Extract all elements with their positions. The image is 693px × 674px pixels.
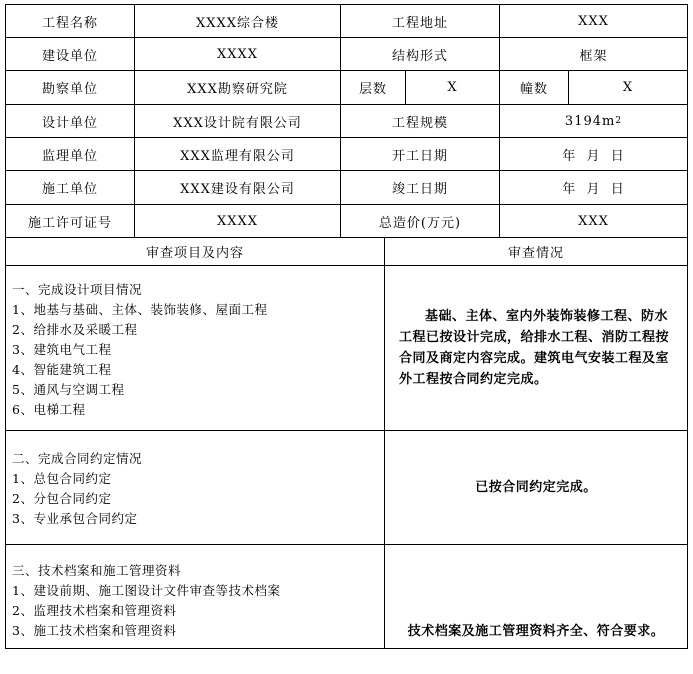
builder-value: XXXX	[134, 37, 341, 71]
review-items-header: 审查项目及内容	[5, 237, 385, 266]
survey-value: XXX勘察研究院	[134, 70, 341, 105]
project-name-label: 工程名称	[5, 4, 135, 38]
list-item: 2、给排水及采暖工程	[12, 322, 138, 337]
review-result-archives	[384, 544, 688, 649]
result-text: 已按合同约定完成。	[475, 480, 597, 495]
structure-label: 结构形式	[340, 37, 500, 71]
design-label: 设计单位	[5, 104, 135, 138]
scale-number: 3194m	[564, 113, 616, 129]
supervision-label: 监理单位	[5, 137, 135, 171]
permit-label: 施工许可证号	[5, 204, 135, 238]
cost-label: 总造价(万元)	[340, 204, 500, 238]
result-text: 技术档案及施工管理资料齐全、符合要求。	[407, 624, 665, 639]
review-result-contract	[384, 430, 688, 545]
list-item: 3、建筑电气工程	[12, 342, 112, 357]
construction-label: 施工单位	[5, 170, 135, 205]
list-item: 2、分包合同约定	[12, 491, 112, 506]
builder-label: 建设单位	[5, 37, 135, 71]
review-status-header: 审查情况	[384, 237, 688, 266]
list-item: 3、专业承包合同约定	[12, 511, 138, 526]
list-item: 4、智能建筑工程	[12, 362, 112, 377]
list-item: 6、电梯工程	[12, 402, 86, 417]
completion-date-label: 竣工日期	[340, 170, 500, 205]
project-address-label: 工程地址	[340, 4, 500, 38]
survey-label: 勘察单位	[5, 70, 135, 105]
floors-value: X	[405, 70, 500, 105]
list-item: 2、监理技术档案和管理资料	[12, 603, 177, 618]
section-title: 二、完成合同约定情况	[12, 451, 143, 466]
list-item: 5、通风与空调工程	[12, 382, 125, 397]
section-title: 三、技术档案和施工管理资料	[12, 563, 182, 578]
supervision-value: XXX监理有限公司	[134, 137, 341, 171]
scale-value	[499, 104, 688, 138]
floors-label: 层数	[340, 70, 406, 105]
permit-value: XXXX	[134, 204, 341, 238]
project-address-value: XXX	[499, 4, 688, 38]
start-date-label: 开工日期	[340, 137, 500, 171]
design-value: XXX设计院有限公司	[134, 104, 341, 138]
review-result-design	[384, 265, 688, 431]
completion-date-value: 年 月 日	[499, 170, 688, 205]
list-item: 1、总包合同约定	[12, 471, 112, 486]
construction-value: XXX建设有限公司	[134, 170, 341, 205]
structure-value: 框架	[499, 37, 688, 71]
review-section-contract	[5, 430, 385, 545]
project-name-value: XXXX综合楼	[134, 4, 341, 38]
review-section-design	[5, 265, 385, 431]
list-item: 3、施工技术档案和管理资料	[12, 623, 177, 638]
cost-value: XXX	[499, 204, 688, 238]
list-item: 1、地基与基础、主体、装饰装修、屋面工程	[12, 302, 268, 317]
section-title: 一、完成设计项目情况	[12, 282, 143, 297]
review-section-archives	[5, 544, 385, 649]
buildings-label: 幢数	[499, 70, 569, 105]
scale-unit-sup: 2	[615, 116, 623, 126]
acceptance-form	[5, 4, 688, 649]
start-date-value: 年 月 日	[499, 137, 688, 171]
result-text: 基础、主体、室内外装饰装修工程、防水工程已按设计完成，给排水工程、消防工程按合同及商定内容完成。建筑电气安装工程及室外工程按合同约定完成。	[399, 309, 670, 387]
list-item: 1、建设前期、施工图设计文件审查等技术档案	[12, 583, 281, 598]
buildings-value: X	[568, 70, 688, 105]
scale-label: 工程规模	[340, 104, 500, 138]
